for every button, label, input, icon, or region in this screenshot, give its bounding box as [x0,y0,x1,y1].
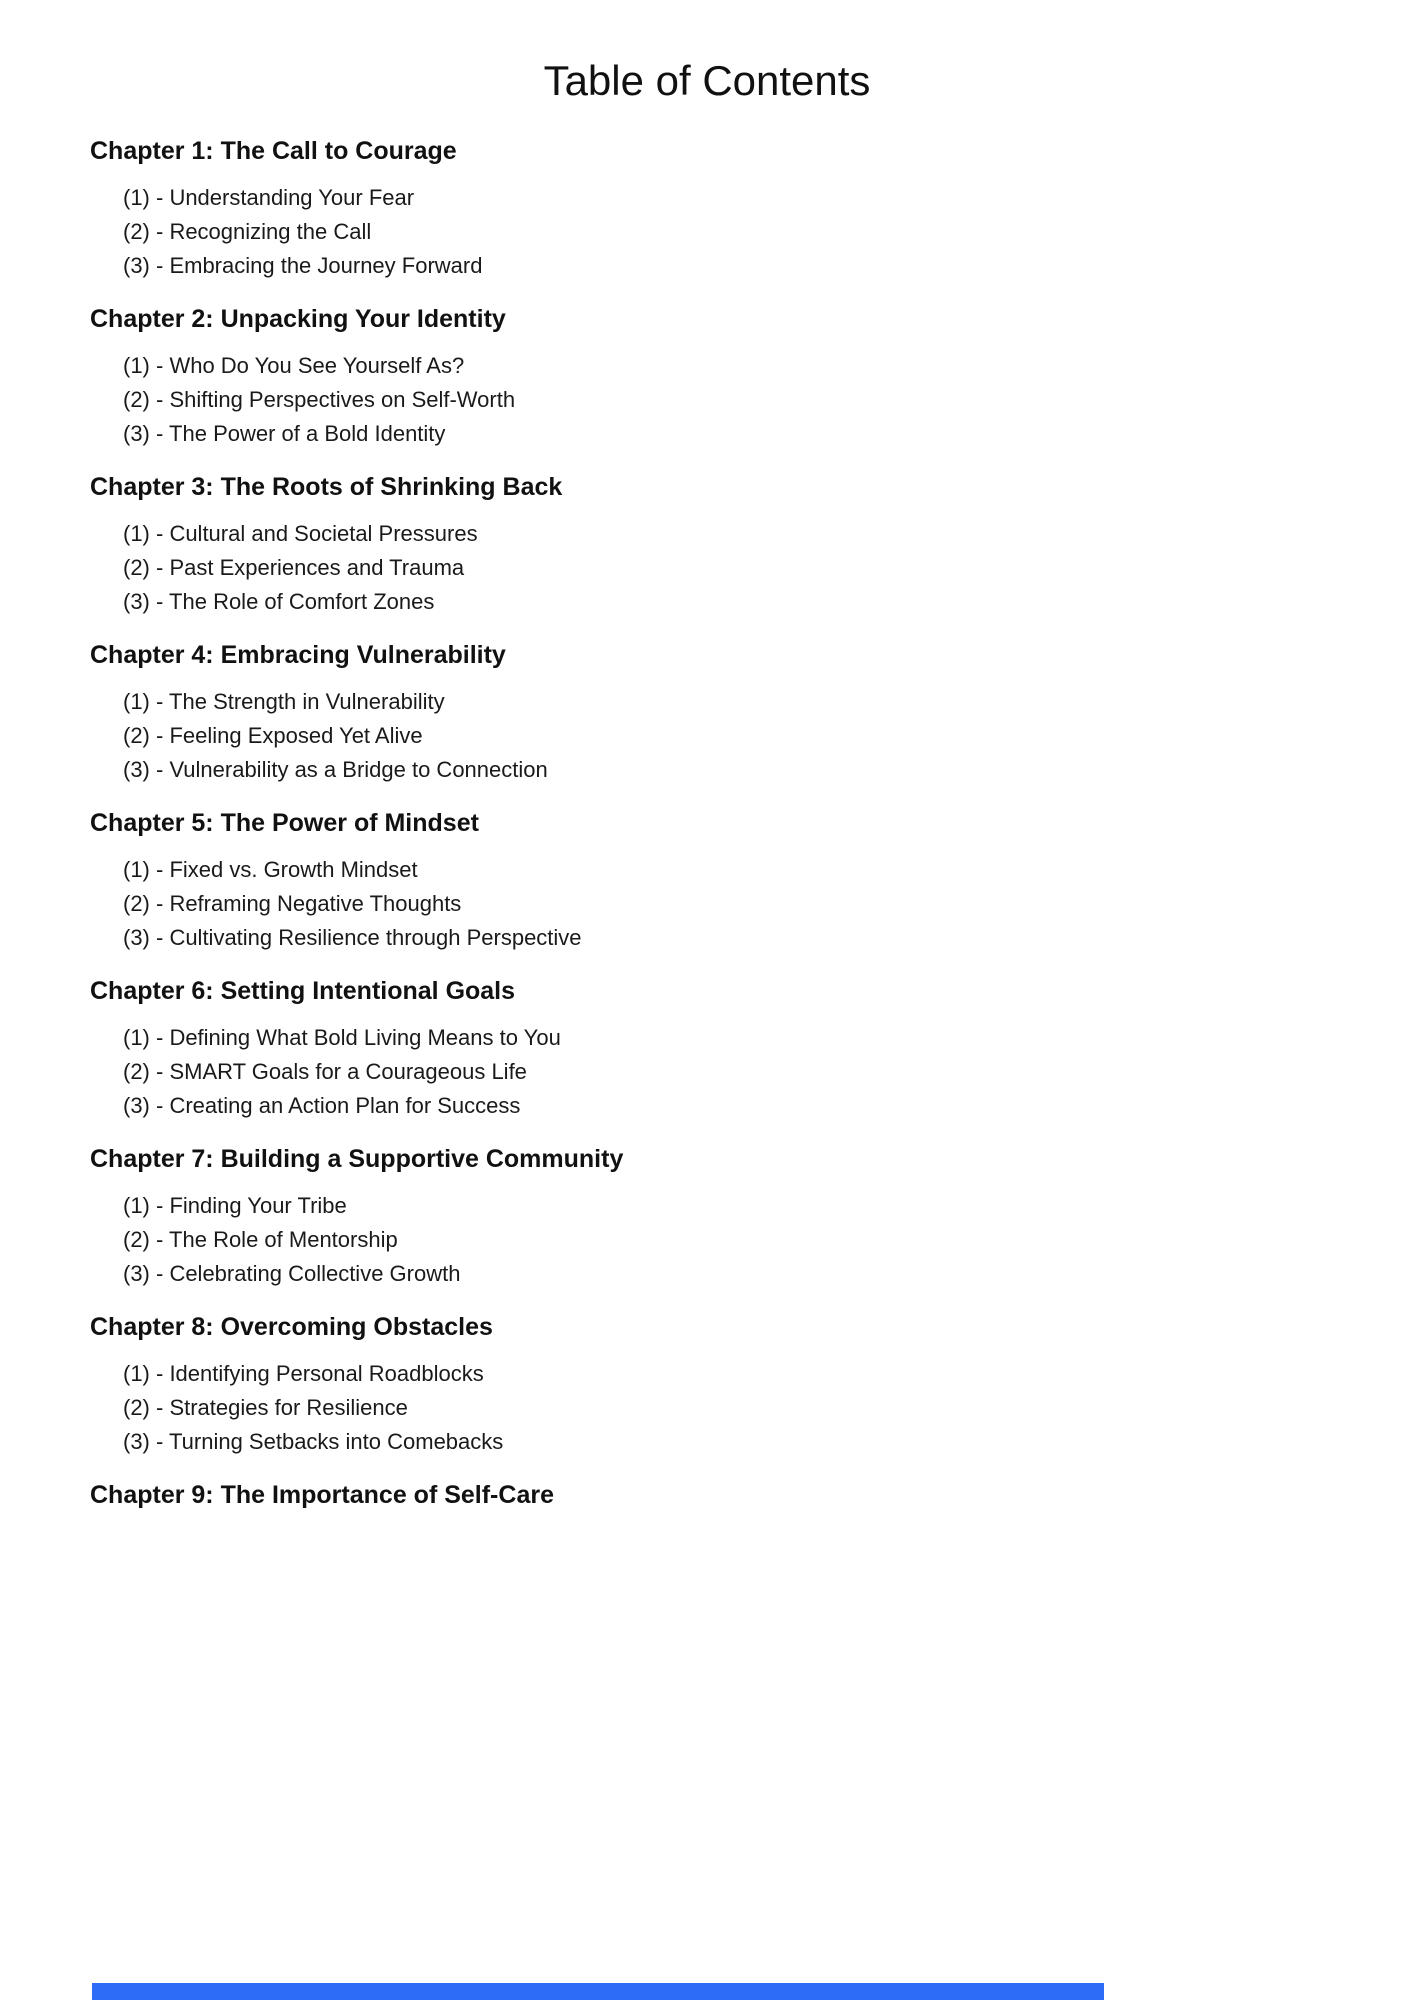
chapter-4-items [90,685,1324,787]
toc-item: (2) - The Role of Mentorship [123,1227,398,1252]
chapter-6-heading: Chapter 6: Setting Intentional Goals [90,977,516,1005]
toc-item: (3) - Vulnerability as a Bridge to Connection [123,757,548,782]
toc-item: (2) - Shifting Perspectives on Self-Worth [123,387,516,412]
next-page-accent-bar [92,1983,1104,2000]
toc-item: (3) - Creating an Action Plan for Success [123,1093,521,1118]
chapter-1-section [90,135,1324,283]
chapter-3-section [90,471,1324,619]
chapter-3-heading: Chapter 3: The Roots of Shrinking Back [90,473,563,501]
toc-item: (2) - Strategies for Resilience [123,1395,408,1420]
chapter-1-heading: Chapter 1: The Call to Courage [90,137,457,165]
chapter-5-heading: Chapter 5: The Power of Mindset [90,809,479,837]
chapter-3-items [90,517,1324,619]
toc-item: (3) - The Power of a Bold Identity [123,421,446,446]
chapter-2-items [90,349,1324,451]
chapter-2-section [90,303,1324,451]
chapter-8-items [90,1357,1324,1459]
chapter-5-section [90,807,1324,955]
toc-item: (3) - The Role of Comfort Zones [123,589,435,614]
toc-item: (2) - Feeling Exposed Yet Alive [123,723,423,748]
chapter-2-heading: Chapter 2: Unpacking Your Identity [90,305,506,333]
chapter-9-section [90,1479,1324,1511]
toc-item: (1) - Identifying Personal Roadblocks [123,1361,484,1386]
chapter-5-items [90,853,1324,955]
toc-item: (1) - Defining What Bold Living Means to You [123,1025,561,1050]
chapter-6-section [90,975,1324,1123]
toc-item: (2) - Recognizing the Call [123,219,372,244]
chapter-4-section [90,639,1324,787]
toc-item: (3) - Celebrating Collective Growth [123,1261,461,1286]
toc-item: (1) - Understanding Your Fear [123,185,415,210]
toc-item: (2) - Reframing Negative Thoughts [123,891,462,916]
toc-item: (1) - Fixed vs. Growth Mindset [123,857,418,882]
chapter-7-heading: Chapter 7: Building a Supportive Community [90,1145,624,1173]
toc-item: (3) - Embracing the Journey Forward [123,253,483,278]
chapter-9-heading: Chapter 9: The Importance of Self-Care [90,1481,554,1509]
toc-item: (3) - Turning Setbacks into Comebacks [123,1429,504,1454]
chapter-6-items [90,1021,1324,1123]
chapter-7-items [90,1189,1324,1291]
chapter-8-section [90,1311,1324,1459]
chapter-8-heading: Chapter 8: Overcoming Obstacles [90,1313,493,1341]
toc-item: (2) - SMART Goals for a Courageous Life [123,1059,527,1084]
toc-item: (1) - Finding Your Tribe [123,1193,347,1218]
toc-item: (1) - Who Do You See Yourself As? [123,353,465,378]
chapter-7-section [90,1143,1324,1291]
toc-item: (3) - Cultivating Resilience through Perspective [123,925,582,950]
toc-item: (1) - The Strength in Vulnerability [123,689,445,714]
page-title: Table of Contents [543,57,871,104]
chapter-1-items [90,181,1324,283]
toc-item: (2) - Past Experiences and Trauma [123,555,465,580]
chapter-4-heading: Chapter 4: Embracing Vulnerability [90,641,506,669]
toc-item: (1) - Cultural and Societal Pressures [123,521,478,546]
